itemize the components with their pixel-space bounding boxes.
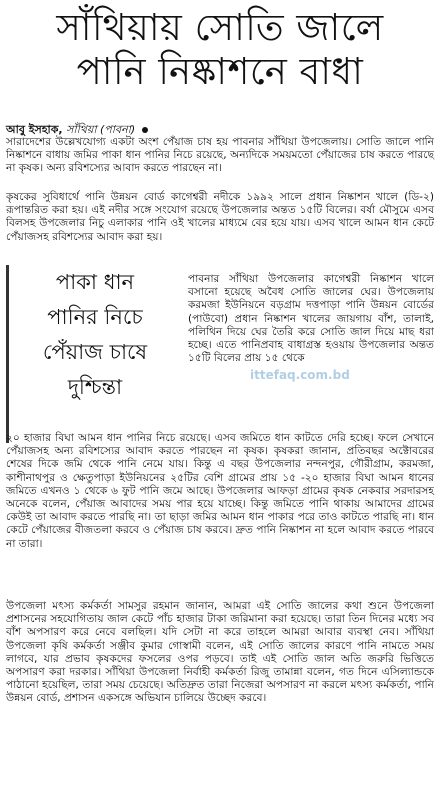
paragraph-3: পাবনার সাঁথিয়া উপজেলার কাগেশ্বরী নিষ্কাশন খালে বসানো হয়েছে অবৈধ সোতি জালের ঘের। উপজেলায় করমজা ইউনিয়নে বড়গ্রাম দত্তপাড়া পানি উন্নয়ন বোর্ডের (পাউবো) প্রধান নিষ্কাশন খালের জায়গায় বাঁশ, তালাই, পলিথিন দিয়ে ঘের তৈরি করে সোতি জাল দিয়ে মাছ ধরা হচ্ছে। এতে পানিপ্রবাহ বাধাগ্রস্ত হওয়ায় উপজেলার অন্তত ১৫টি বিলের প্রায় ১৫ থেকে [188,273,434,365]
pullquote-line-2: পানির নিচে [47,305,143,329]
pullquote-line-3: পেঁয়াজ চাষে [42,340,148,364]
byline-author: আবু ইসহাক, [6,123,63,136]
headline [0,6,440,94]
pullquote-line-1: পাকা ধান [55,270,135,294]
paragraph-2: কৃষকের সুবিধার্থে পানি উন্নয়ন বোর্ড কাগেশ্বরী নদীকে ১৯৯২ সালে প্রধান নিষ্কাশন খালে (ডি-২) রূপান্তরিত করা হয়। এই নদীর সঙ্গে সংযোগ রয়েছে উপজেলার অন্তত ১৫টি বিলের। বর্ষা মৌসুমে এসব বিলসহ উপজেলার নিচু এলাকার পানি ওই খালের মাধ্যমে বের হয়ে যায়। এসব খালে আমন ধান কেটে পেঁয়াজসহ রবিশস্যের আবাদ করা হয়। [6,191,434,243]
byline-location: সাঁথিয়া (পাবনা) [66,123,136,136]
headline-line-1: সাঁথিয়ায় সোতি জালে [56,6,384,49]
pullquote-line-4: দুশ্চিন্তা [67,375,123,399]
paragraph-4: ২০ হাজার বিঘা আমন ধান পানির নিচে রয়েছে। এসব জমিতে ধান কাটতে দেরি হচ্ছে। ফলে সেখানে পেঁয়াজসহ অন্য রবিশস্যের আবাদ করতে পারছেন না কৃষক। কৃষকরা জানান, প্রতিবছর অক্টোবরের শেষের দিকে জমি থেকে পানি নেমে যায়। কিন্তু এ বছর উপজেলার নন্দনপুর, গৌরীগ্রাম, করমজা, কাশীনাথপুর ও ক্ষেতুপাড়া ইউনিয়নের ২৫টির বেশি গ্রামের প্রায় ১৫ -২০ হাজার বিঘা আমন ধানের জমিতে এখনও ১ থেকে ৬ ফুট পানি জমে আছে। উপজেলার আফড়া গ্রামের কৃষক নেকবার সরদারসহ অনেকে বলেন, পেঁয়াজ আবাদের সময় পার হয়ে যাচ্ছে। কিন্তু জমিতে পানি থাকায় আমাদের গ্রামের কেউই তা আবাদ করতে পারছি না। তা ছাড়া জমির আমন ধান পাকার পরে তাও কাটতে পারছি না। ধান কেটে পেঁয়াজের বীজতলা করবে ও পেঁয়াজ চাষ করবে। দ্রুত পানি নিষ্কাশন না হলে আবাদ করতে পারবে না তারা। [6,432,434,550]
pullquote [6,265,181,443]
paragraph-5: উপজেলা মৎস্য কর্মকর্তা সামসুর রহমান জানান, আমরা এই সোতি জালের কথা শুনে উপজেলা প্রশাসনের সহযোগিতায় জাল কেটে পাঁচ হাজার টাকা জরিমানা করা হয়েছে। তারা তিন দিনের মধ্যে সব বাঁশ অপসারণ করে নেবে বলছিল। যদি সেটা না করে তাহলে আমরা আবার ব্যবস্থা নেব। সাঁথিয়া উপজেলা কৃষি কর্মকর্তা সঞ্জীব কুমার গোস্বামী বলেন, এই সোতি জালের কারণে পানি নামতে সময় লাগবে, যার প্রভাব কৃষকদের ফসলের ওপর পড়বে। তাই এই সোতি জাল অতি জরুরি ভিত্তিতে অপসারণ করা দরকার। সাঁথিয়া উপজেলা নির্বাহী কর্মকর্তা রিজু তামান্না বলেন, গত দিনে এসিল্যান্ডকে পাঠানো হয়েছিল, তারা সময় চেয়েছে। অতিদ্রুত তারা নিজেরা অপসারণ না করলে মৎস্য কর্মকর্তা, পানি উন্নয়ন বোর্ড, প্রশাসন একসঙ্গে অভিযান চালিয়ে উচ্ছেদ করবে। [6,600,434,705]
paragraph-1: সারাদেশের উল্লেখযোগ্য একটা অংশ পেঁয়াজ চাষ হয় পাবনার সাঁথিয়া উপজেলায়। সোতি জালে পানি নিষ্কাশনে বাধায় জমির পাকা ধান পানির নিচে রয়েছে, অন্যদিকে সময়মতো পেঁয়াজের চাষ করতে পারছে না কৃষক। অন্য রবিশস্যের আবাদ করতে পারছেন না। [6,136,434,175]
byline [6,123,148,137]
headline-line-2: পানি নিষ্কাশনে বাধা [76,50,364,93]
bullet-icon [142,127,148,133]
watermark: ittefaq.com.bd [250,368,350,382]
